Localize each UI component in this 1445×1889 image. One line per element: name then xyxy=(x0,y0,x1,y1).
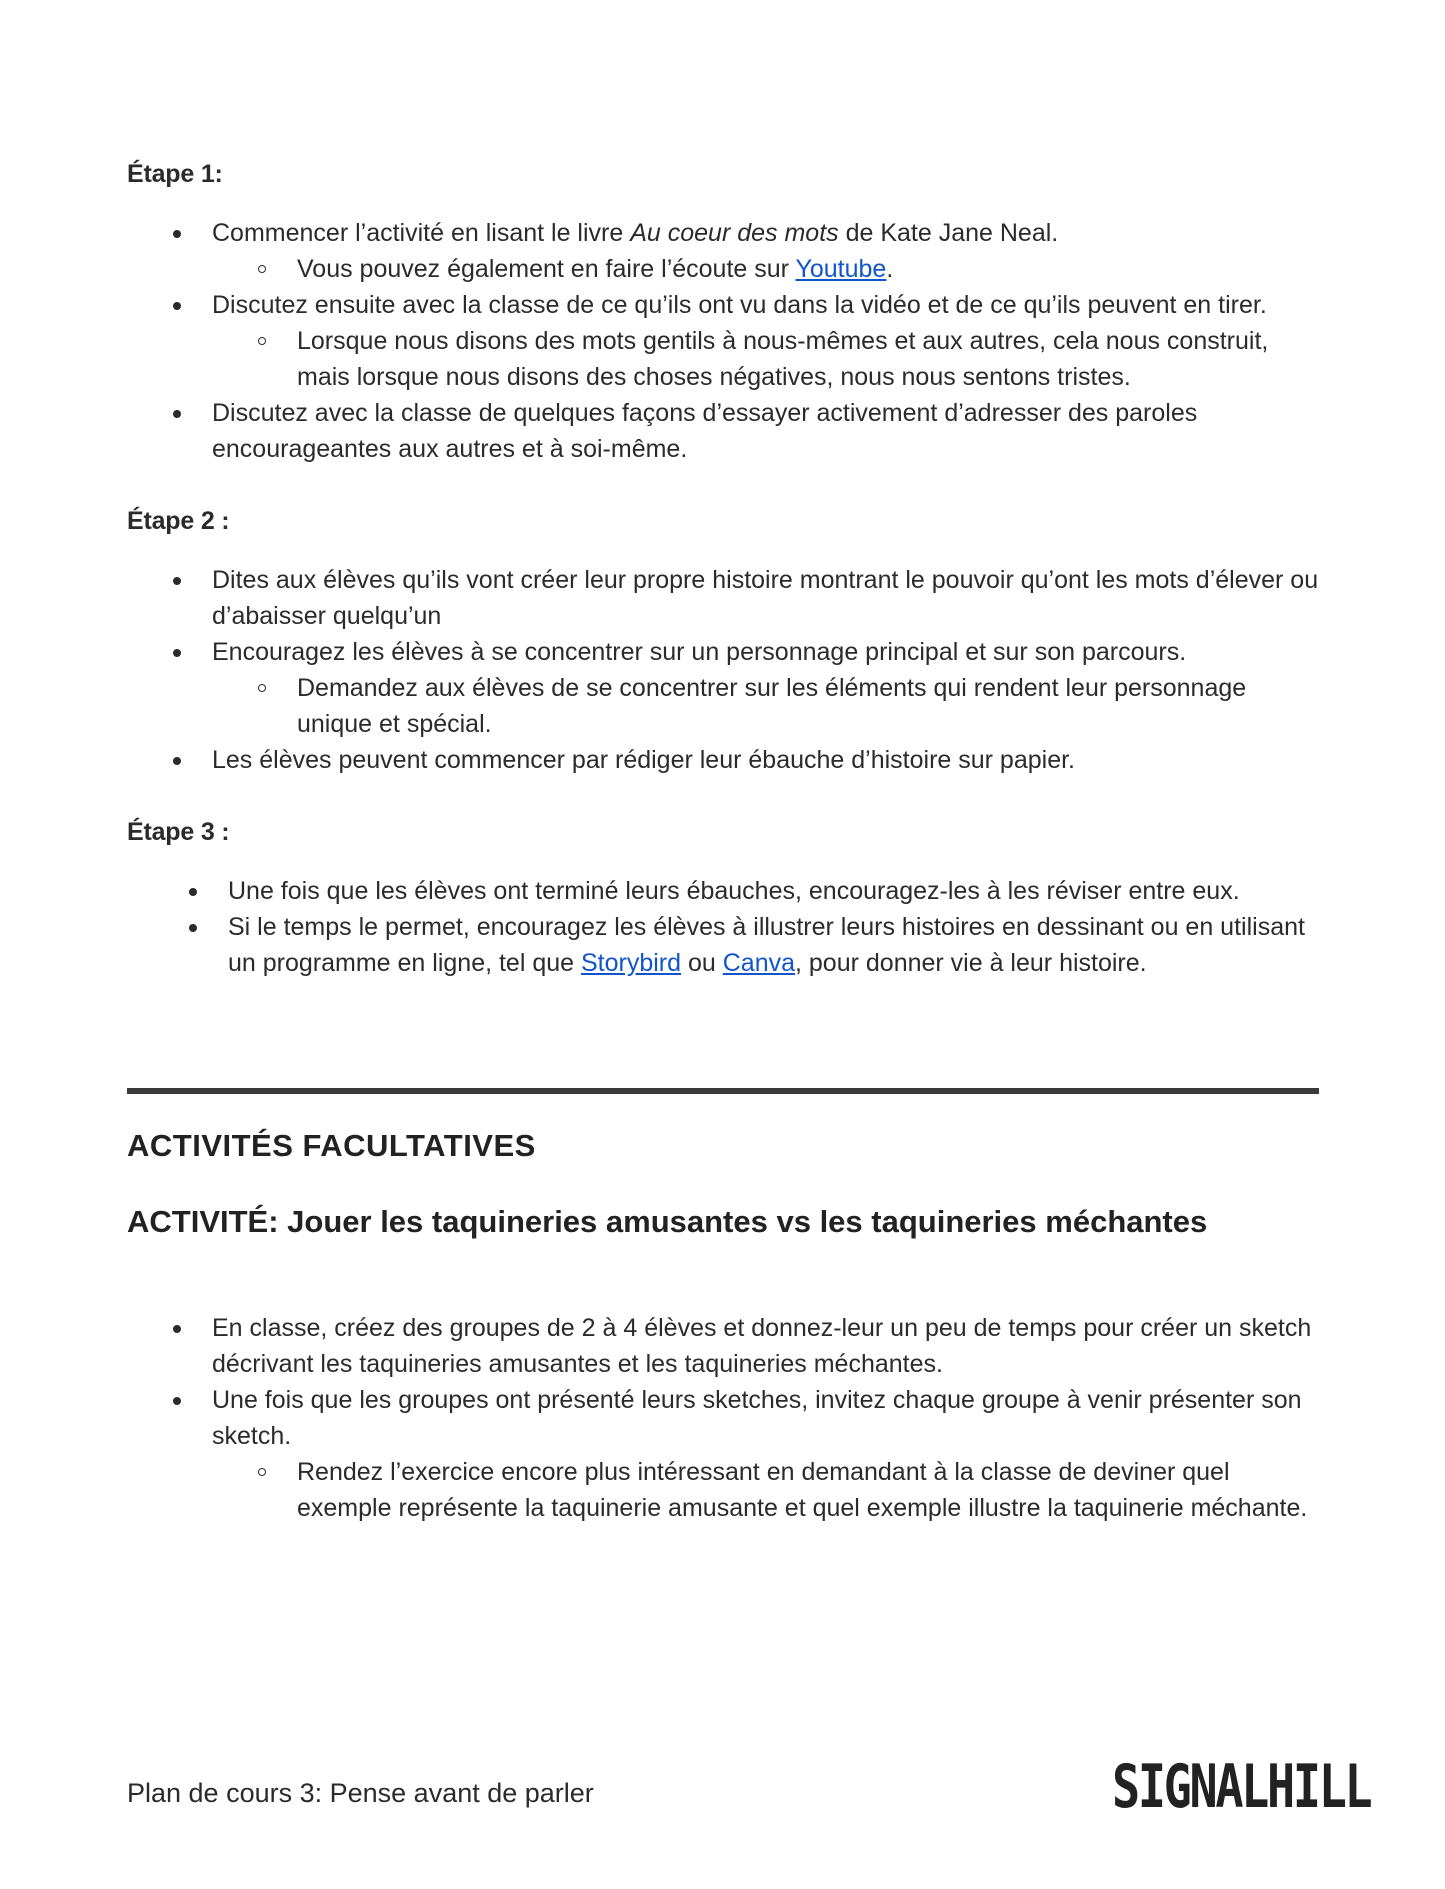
step-1-list xyxy=(127,215,1327,467)
book-title: Au coeur des mots xyxy=(630,219,839,247)
step-2-list xyxy=(127,562,1327,778)
list-item: En classe, créez des groupes de 2 à 4 élèves et donnez-leur un peu de temps pour créer un sketch décrivant les taquineries amusantes et les taquineries méchantes. xyxy=(127,1310,1327,1382)
list-item: Discutez ensuite avec la classe de ce qu’ils ont vu dans la vidéo et de ce qu’ils peuvent en tirer. Lorsque nous disons des mots gentils à nous-mêmes et aux autres, cela nous construit, mais lorsque nous disons des choses négatives, nous nous sentons tristes. xyxy=(127,287,1327,395)
signalhill-logo: SIGNALHILL xyxy=(1112,1752,1371,1822)
optional-activity-list xyxy=(127,1310,1327,1526)
sub-list-item: Lorsque nous disons des mots gentils à nous-mêmes et aux autres, cela nous construit, mais lorsque nous disons des choses négatives, nous nous sentons tristes. xyxy=(212,323,1327,395)
list-item: Si le temps le permet, encouragez les élèves à illustrer leurs histoires en dessinant ou en utilisant un programme en ligne, tel que Storybird ou Canva, pour donner vie à leur histoire. xyxy=(127,909,1327,981)
list-item: Commencer l’activité en lisant le livre Au coeur des mots de Kate Jane Neal. Vous pouvez également en faire l’écoute sur Youtube. xyxy=(127,215,1327,287)
list-item: Une fois que les groupes ont présenté leurs sketches, invitez chaque groupe à venir présenter son sketch. Rendez l’exercice encore plus intéressant en demandant à la classe de deviner quel exemple représente la taquinerie amusante et quel exemple illustre la taquinerie méchante. xyxy=(127,1382,1327,1526)
step-2-title: Étape 2 : xyxy=(127,507,230,535)
youtube-link[interactable]: Youtube xyxy=(795,255,887,283)
footer-lesson-title: Plan de cours 3: Pense avant de parler xyxy=(127,1778,594,1808)
sub-list xyxy=(212,323,1327,395)
steps-section xyxy=(127,160,1327,1021)
step-1-title: Étape 1: xyxy=(127,160,223,188)
storybird-link[interactable]: Storybird xyxy=(581,949,682,977)
list-item: Une fois que les élèves ont terminé leurs ébauches, encouragez-les à les réviser entre eux. xyxy=(127,873,1327,909)
step-3-title: Étape 3 : xyxy=(127,818,230,846)
sub-list-item: Demandez aux élèves de se concentrer sur les éléments qui rendent leur personnage unique et spécial. xyxy=(212,670,1327,742)
list-item: Les élèves peuvent commencer par rédiger leur ébauche d’histoire sur papier. xyxy=(127,742,1327,778)
step-3-list xyxy=(127,873,1327,981)
list-item: Dites aux élèves qu’ils vont créer leur propre histoire montrant le pouvoir qu’ont les mots d’élever ou d’abaisser quelqu’un xyxy=(127,562,1327,634)
optional-activity-section xyxy=(127,1310,1327,1566)
list-item: Discutez avec la classe de quelques façons d’essayer activement d’adresser des paroles encourageantes aux autres et à soi-même. xyxy=(127,395,1327,467)
section-divider xyxy=(127,1088,1319,1094)
optional-section-title: ACTIVITÉS FACULTATIVES xyxy=(127,1128,536,1163)
sub-list xyxy=(212,670,1327,742)
sub-list-item: Rendez l’exercice encore plus intéressant en demandant à la classe de deviner quel exemple représente la taquinerie amusante et quel exemple illustre la taquinerie méchante. xyxy=(212,1454,1327,1526)
sub-list-item: Vous pouvez également en faire l’écoute sur Youtube. xyxy=(212,251,1327,287)
sub-list xyxy=(212,251,1327,287)
sub-list xyxy=(212,1454,1327,1526)
list-item: Encouragez les élèves à se concentrer sur un personnage principal et sur son parcours. Demandez aux élèves de se concentrer sur les éléments qui rendent leur personnage unique et spécial. xyxy=(127,634,1327,742)
activity-title: ACTIVITÉ: Jouer les taquineries amusantes vs les taquineries méchantes xyxy=(127,1204,1208,1239)
canva-link[interactable]: Canva xyxy=(722,949,796,977)
